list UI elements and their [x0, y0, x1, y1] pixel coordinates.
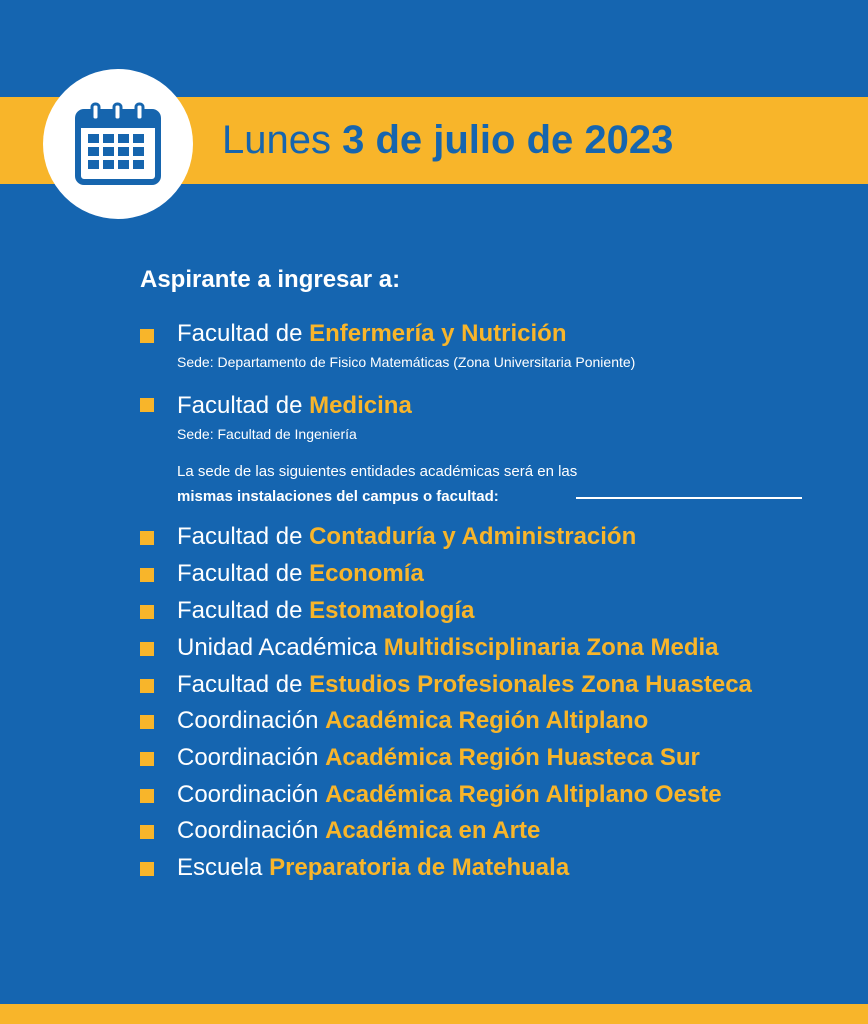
- bullet-square: [140, 329, 154, 343]
- date-title-bold: 3 de julio de 2023: [342, 118, 674, 162]
- bullet-square: [140, 715, 154, 729]
- item-text: Facultad de Contaduría y Administración: [177, 523, 637, 550]
- bullet-square: [140, 862, 154, 876]
- bullet-square: [140, 752, 154, 766]
- calendar-badge: [43, 69, 193, 219]
- item-text: Coordinación Académica Región Altiplano Oeste: [177, 781, 722, 808]
- item-text: Coordinación Académica Región Altiplano: [177, 707, 649, 734]
- bullet-square: [140, 605, 154, 619]
- item-text: Facultad de Medicina: [177, 392, 412, 419]
- item-sede: Sede: Departamento de Fisico Matemáticas (Zona Universitaria Poniente): [177, 354, 636, 370]
- item-text: Facultad de Estomatología: [177, 597, 475, 624]
- divider-line: [576, 497, 802, 499]
- bullet-square: [140, 568, 154, 582]
- item-text: Coordinación Académica en Arte: [177, 817, 541, 844]
- bullet-square: [140, 398, 154, 412]
- date-title: [222, 97, 673, 184]
- item-text: Unidad Académica Multidisciplinaria Zona Media: [177, 634, 719, 661]
- item-text: Facultad de Estudios Profesionales Zona Huasteca: [177, 671, 752, 698]
- item-sede: Sede: Facultad de Ingeniería: [177, 426, 357, 442]
- bullet-square: [140, 789, 154, 803]
- bullet-square: [140, 642, 154, 656]
- item-text: Escuela Preparatoria de Matehuala: [177, 854, 570, 881]
- item-text: Facultad de Enfermería y Nutrición: [177, 320, 567, 347]
- note-line: La sede de las siguientes entidades académicas será en las: [177, 463, 578, 480]
- bullet-square: [140, 679, 154, 693]
- bullet-square: [140, 531, 154, 545]
- calendar-icon: [74, 102, 162, 186]
- bullet-square: [140, 825, 154, 839]
- date-title-prefix: Lunes: [222, 118, 343, 162]
- section-heading: Aspirante a ingresar a:: [140, 266, 401, 293]
- note-line-bold: mismas instalaciones del campus o facultad:: [177, 488, 499, 505]
- item-text: Coordinación Académica Región Huasteca Sur: [177, 744, 700, 771]
- footer-bar: [0, 1004, 868, 1024]
- item-text: Facultad de Economía: [177, 560, 424, 587]
